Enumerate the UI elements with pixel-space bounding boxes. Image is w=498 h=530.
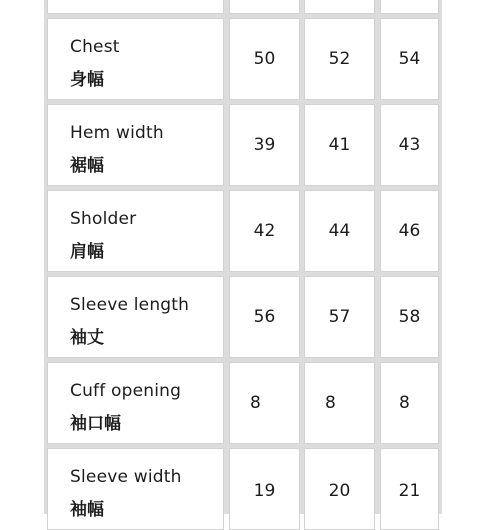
cell-value: 56 bbox=[253, 307, 276, 327]
row-label-jp: 裾幅 bbox=[70, 156, 104, 176]
cell-value: 8 bbox=[325, 393, 336, 413]
table-row-label-sleeve-width bbox=[47, 448, 224, 530]
row-label-en: Chest bbox=[70, 37, 120, 57]
table-cell bbox=[380, 18, 439, 100]
table-cell bbox=[304, 362, 375, 444]
row-label-jp: 身幅 bbox=[70, 70, 104, 90]
table-cell bbox=[304, 190, 375, 272]
row-label-jp: 肩幅 bbox=[70, 242, 104, 262]
cell-value: 8 bbox=[250, 393, 261, 413]
table-cell bbox=[229, 104, 300, 186]
table-row-label-cuff-opening bbox=[47, 362, 224, 444]
table-row-label-hem-width bbox=[47, 104, 224, 186]
table-cell bbox=[229, 362, 300, 444]
cell-value: 57 bbox=[328, 307, 351, 327]
table-cell bbox=[380, 190, 439, 272]
cell-value: 41 bbox=[328, 135, 351, 155]
table-cell bbox=[229, 18, 300, 100]
table-cell bbox=[229, 0, 300, 14]
cell-value: 42 bbox=[253, 221, 276, 241]
table-cell bbox=[304, 276, 375, 358]
table-cell bbox=[304, 104, 375, 186]
cell-value: 52 bbox=[328, 49, 351, 69]
row-label-en: Sleeve width bbox=[70, 467, 182, 487]
table-cell bbox=[380, 362, 439, 444]
table-row-label bbox=[47, 0, 224, 14]
row-label-en: Sleeve length bbox=[70, 295, 190, 315]
row-label-jp: 袖丈 bbox=[70, 328, 104, 348]
table-cell bbox=[380, 0, 439, 14]
cell-value: 39 bbox=[253, 135, 276, 155]
row-label-en: Cuff opening bbox=[70, 381, 182, 401]
row-label-en: Hem width bbox=[70, 123, 164, 143]
cell-value: 19 bbox=[253, 481, 276, 501]
cell-value: 43 bbox=[398, 135, 421, 155]
table-cell bbox=[380, 448, 439, 530]
row-label-en: Sholder bbox=[70, 209, 137, 229]
row-label-jp: 袖幅 bbox=[70, 500, 104, 520]
table-row-label-chest bbox=[47, 18, 224, 100]
cell-value: 44 bbox=[328, 221, 351, 241]
table-row-label-shoulder bbox=[47, 190, 224, 272]
table-cell bbox=[229, 190, 300, 272]
table-cell bbox=[304, 18, 375, 100]
cell-value: 8 bbox=[399, 393, 410, 413]
table-cell bbox=[304, 448, 375, 530]
cell-value: 54 bbox=[398, 49, 421, 69]
table-cell bbox=[229, 276, 300, 358]
table-cell bbox=[380, 276, 439, 358]
cell-value: 46 bbox=[398, 221, 421, 241]
table-cell bbox=[229, 448, 300, 530]
table-cell bbox=[380, 104, 439, 186]
cell-value: 58 bbox=[398, 307, 421, 327]
cell-value: 21 bbox=[398, 481, 421, 501]
table-cell bbox=[304, 0, 375, 14]
table-row-label-sleeve-length bbox=[47, 276, 224, 358]
cell-value: 20 bbox=[328, 481, 351, 501]
cell-value: 50 bbox=[253, 49, 276, 69]
row-label-jp: 袖口幅 bbox=[70, 414, 121, 434]
